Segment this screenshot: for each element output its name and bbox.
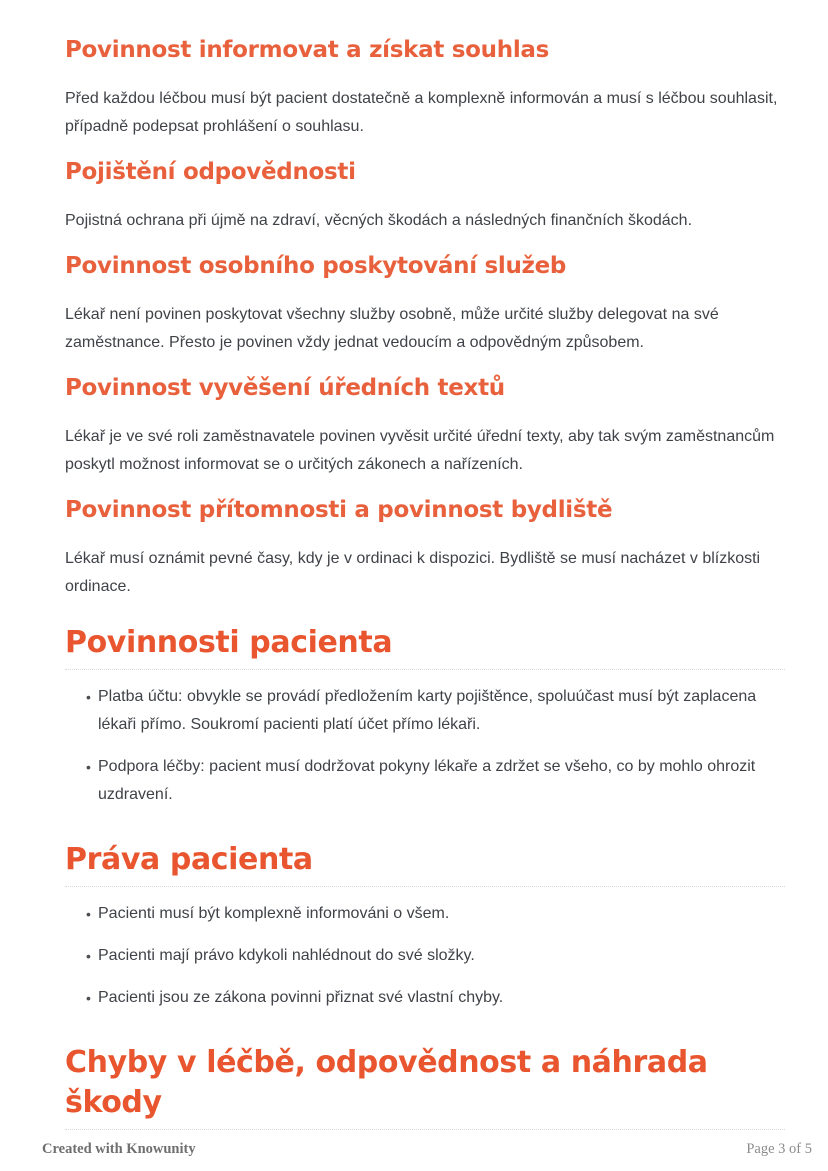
list-item: • Podpora léčby: pacient musí dodržovat pokyny lékaře a zdržet se všeho, co by mohlo ohrozit uzdravení. xyxy=(88,753,785,809)
list-item: • Pacienti musí být komplexně informováni o všem. xyxy=(88,900,785,928)
bullet-list xyxy=(65,900,785,1012)
list-item: • Platba účtu: obvykle se provádí předložením karty pojištěnce, spoluúčast musí být zaplacena lékaři přímo. Soukromí pacienti platí účet přímo lékaři. xyxy=(88,683,785,739)
footer-page-number: Page 3 of 5 xyxy=(746,1141,812,1157)
dotted-divider xyxy=(65,1129,785,1130)
footer-brand: Created with Knowunity xyxy=(42,1141,196,1157)
main-heading: Práva pacienta xyxy=(65,842,313,877)
section-chyby-v-lecbe xyxy=(65,1043,785,1130)
section-heading: Povinnost informovat a získat souhlas xyxy=(65,37,550,63)
list-item: • Pacienti jsou ze zákona povinni přiznat své vlastní chyby. xyxy=(88,984,785,1012)
section-paragraph: Lékař musí oznámit pevné časy, kdy je v ordinaci k dispozici. Bydliště se musí nacházet v blízkosti ordinace. xyxy=(65,550,761,595)
section-paragraph: Pojistná ochrana při újmě na zdraví, věcných škodách a následných finančních škodách. xyxy=(65,212,693,229)
section-osobni-poskytovani xyxy=(65,252,785,357)
section-heading: Povinnost přítomnosti a povinnost bydliště xyxy=(65,497,613,523)
dotted-divider xyxy=(65,669,785,670)
main-heading: Chyby v léčbě, odpovědnost a náhrada škody xyxy=(65,1045,708,1120)
section-povinnosti-pacienta xyxy=(65,623,785,809)
section-paragraph: Lékař není povinen poskytovat všechny služby osobně, může určité služby delegovat na své zaměstnance. Přesto je povinen vždy jednat vedoucím a odpovědným způsobem. xyxy=(65,306,719,351)
page-footer xyxy=(42,1141,812,1158)
bullet-list xyxy=(65,683,785,809)
page-content xyxy=(65,36,785,1130)
section-heading: Pojištění odpovědnosti xyxy=(65,159,356,185)
section-paragraph: Před každou léčbou musí být pacient dostatečně a komplexně informován a musí s léčbou souhlasit, případně podepsat prohlášení o souhlasu. xyxy=(65,90,778,135)
section-paragraph: Lékař je ve své roli zaměstnavatele povinen vyvěsit určité úřední texty, aby tak svým zaměstnancům poskytl možnost informovat se o určitých zákonech a nařízeních. xyxy=(65,428,775,473)
section-heading: Povinnost vyvěšení úředních textů xyxy=(65,375,505,401)
section-pojisteni xyxy=(65,158,785,235)
list-item: • Pacienti mají právo kdykoli nahlédnout do své složky. xyxy=(88,942,785,970)
section-pritomnost-bydliste xyxy=(65,496,785,601)
section-informovat xyxy=(65,36,785,141)
dotted-divider xyxy=(65,886,785,887)
section-vyveseni-textu xyxy=(65,374,785,479)
section-prava-pacienta xyxy=(65,840,785,1012)
section-heading: Povinnost osobního poskytování služeb xyxy=(65,253,567,279)
main-heading: Povinnosti pacienta xyxy=(65,625,393,660)
